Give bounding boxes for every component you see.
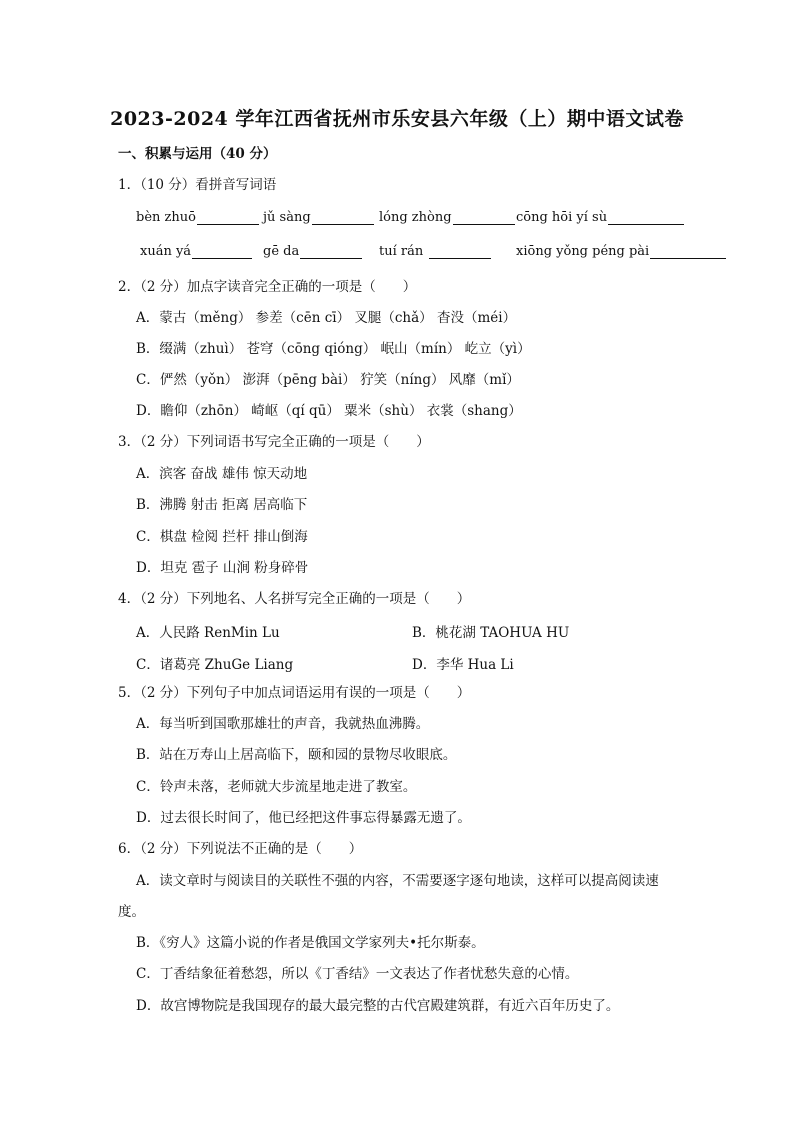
pinyin-text: tuí rán — [379, 244, 424, 259]
pinyin-text: xiōng yǒng péng pài — [516, 244, 650, 259]
question-6-option-a-continued: 度。 — [118, 904, 145, 920]
answer-blank[interactable] — [300, 244, 362, 259]
question-1-stem: 1．（10 分）看拼音写词语 — [118, 177, 277, 193]
question-5-option-a[interactable]: A．每当听到国歌那雄壮的声音，我就热血沸腾。 — [136, 716, 430, 732]
question-6-option-b[interactable]: B．《穷人》这篇小说的作者是俄国文学家列夫•托尔斯泰。 — [136, 935, 485, 951]
question-6-stem: 6．（2 分）下列说法不正确的是（ ） — [118, 841, 363, 857]
answer-blank[interactable] — [197, 210, 259, 225]
pinyin-item — [136, 210, 259, 225]
answer-blank[interactable] — [312, 210, 374, 225]
question-4-option-c[interactable]: C．诸葛亮 ZhuGe Liang — [136, 657, 294, 673]
pinyin-text: cōng hōi yí sù — [516, 210, 608, 225]
pinyin-text: xuán yá — [140, 244, 192, 259]
question-3-option-b[interactable]: B．沸腾 射击 拒离 居高临下 — [136, 497, 308, 513]
question-3-stem: 3．（2 分）下列词语书写完全正确的一项是（ ） — [118, 434, 430, 450]
question-6-option-c[interactable]: C．丁香结象征着愁怨，所以《丁香结》一文表达了作者忧愁失意的心情。 — [136, 966, 579, 982]
question-5-option-d[interactable]: D．过去很长时间了，他已经把这件事忘得暴露无遗了。 — [136, 810, 471, 826]
page-title: 2023-2024 学年江西省抚州市乐安县六年级（上）期中语文试卷 — [110, 108, 684, 130]
pinyin-item — [263, 210, 374, 225]
question-5-option-b[interactable]: B．站在万寿山上居高临下，颐和园的景物尽收眼底。 — [136, 747, 457, 763]
question-3-option-d[interactable]: D．坦克 雹子 山涧 粉身碎骨 — [136, 560, 309, 576]
question-2-option-a[interactable]: A．蒙古（měng） 参差（cēn cī） 叉腿（chǎ） 杳没（méi） — [136, 310, 517, 326]
question-4-option-a[interactable]: A．人民路 RenMin Lu — [136, 625, 280, 641]
question-3-option-a[interactable]: A．滨客 奋战 雄伟 惊天动地 — [136, 466, 308, 482]
question-2-option-d[interactable]: D．瞻仰（zhōn） 崎岖（qí qū） 粟米（shù） 衣裳（shang） — [136, 403, 522, 419]
question-3-option-c[interactable]: C．棋盘 检阅 拦杆 排山倒海 — [136, 529, 308, 545]
pinyin-text: gē da — [263, 244, 300, 259]
pinyin-item — [379, 210, 515, 225]
pinyin-item — [516, 210, 684, 225]
pinyin-text: bèn zhuō — [136, 210, 196, 225]
pinyin-item — [263, 244, 362, 259]
answer-blank[interactable] — [608, 210, 684, 225]
answer-blank[interactable] — [453, 210, 515, 225]
question-6-option-a[interactable]: A．读文章时与阅读目的关联性不强的内容，不需要逐字逐句地读，这样可以提高阅读速 — [136, 873, 659, 889]
question-5-option-c[interactable]: C．铃声未落，老师就大步流星地走进了教室。 — [136, 779, 417, 795]
question-2-option-b[interactable]: B．缀满（zhuì） 苍穹（cōng qióng） 岷山（mín） 屹立（yì） — [136, 341, 531, 357]
pinyin-text: jǔ sàng — [263, 210, 311, 225]
pinyin-item — [140, 244, 252, 259]
pinyin-item — [379, 244, 491, 259]
question-4-option-d[interactable]: D．李华 Hua Li — [412, 657, 514, 673]
question-2-option-c[interactable]: C．俨然（yǒn） 澎湃（pēng bài） 狞笑（níng） 风靡（mǐ） — [136, 372, 520, 388]
question-4-stem: 4．（2 分）下列地名、人名拼写完全正确的一项是（ ） — [118, 591, 471, 607]
answer-blank[interactable] — [650, 244, 726, 259]
answer-blank[interactable] — [192, 244, 252, 259]
pinyin-item — [516, 244, 726, 259]
question-6-option-d[interactable]: D．故宫博物院是我国现存的最大最完整的古代宫殿建筑群，有近六百年历史了。 — [136, 998, 620, 1014]
question-5-stem: 5．（2 分）下列句子中加点词语运用有误的一项是（ ） — [118, 685, 471, 701]
answer-blank[interactable] — [429, 244, 491, 259]
question-4-option-b[interactable]: B．桃花湖 TAOHUA HU — [412, 625, 570, 641]
section-heading: 一、积累与运用（40 分） — [118, 146, 277, 162]
pinyin-text: lóng zhòng — [379, 210, 452, 225]
question-2-stem: 2．（2 分）加点字读音完全正确的一项是（ ） — [118, 279, 417, 295]
